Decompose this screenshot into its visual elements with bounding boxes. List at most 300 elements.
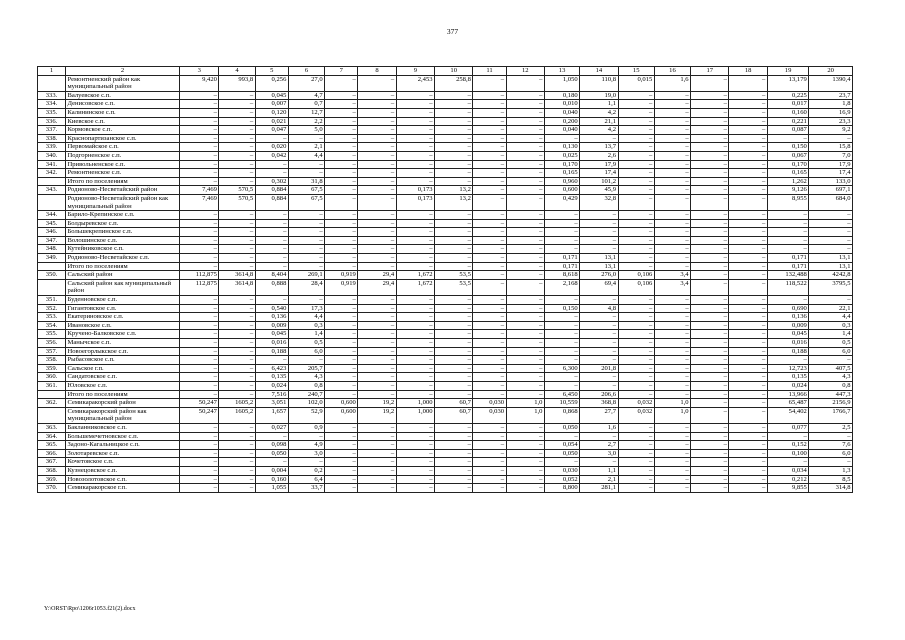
value-cell: – [358,169,396,178]
value-cell: – [506,441,544,450]
value-cell: – [729,423,767,432]
table-header-row [38,67,853,76]
row-number-cell: 350. [38,271,66,280]
table-row [38,407,853,423]
value-cell: – [473,364,506,373]
value-cell: – [506,236,544,245]
value-cell: – [544,211,579,220]
territory-name-cell: Валуевское с.п. [65,91,179,100]
value-cell: – [358,304,396,313]
value-cell: 0,136 [255,313,288,322]
row-number-cell: 342. [38,169,66,178]
value-cell: 0,087 [767,126,808,135]
value-cell: – [618,449,654,458]
value-cell: – [809,458,853,467]
value-cell: 7,516 [255,390,288,399]
value-cell: – [506,151,544,160]
table-row [38,169,853,178]
value-cell: 3,051 [255,399,288,408]
value-cell: – [691,441,729,450]
value-cell: – [396,219,434,228]
value-cell: – [396,211,434,220]
value-cell: – [325,330,358,339]
value-cell: – [729,117,767,126]
value-cell: 6,4 [288,475,324,484]
value-cell: 1,0 [506,399,544,408]
value-cell: – [396,441,434,450]
value-cell: – [358,347,396,356]
value-cell: – [544,432,579,441]
value-cell: 0,600 [325,399,358,408]
value-cell: – [691,399,729,408]
value-cell: – [506,279,544,295]
value-cell: 17,4 [580,169,618,178]
value-cell: – [288,262,324,271]
column-number-header: 8 [358,67,396,76]
table-row [38,356,853,365]
value-cell: – [219,449,255,458]
row-number-cell: 365. [38,441,66,450]
value-cell: 1,672 [396,271,434,280]
value-cell: – [506,381,544,390]
table-row [38,339,853,348]
territory-name-cell: Болдыревское с.п. [65,219,179,228]
value-cell: 7,0 [809,151,853,160]
value-cell: – [691,219,729,228]
column-number-header: 11 [473,67,506,76]
value-cell: – [325,219,358,228]
value-cell: – [654,484,690,493]
column-number-header: 18 [729,67,767,76]
value-cell: – [729,126,767,135]
value-cell: – [729,262,767,271]
value-cell: – [691,117,729,126]
value-cell: – [358,219,396,228]
row-number-cell: 345. [38,219,66,228]
value-cell: 570,5 [219,186,255,195]
value-cell: 1390,4 [809,75,853,91]
value-cell: – [729,186,767,195]
value-cell: 4,8 [580,304,618,313]
value-cell: – [809,236,853,245]
value-cell: – [809,245,853,254]
table-row [38,466,853,475]
value-cell: 60,7 [435,399,473,408]
value-cell: 0,171 [544,262,579,271]
value-cell: – [654,441,690,450]
column-number-header: 1 [38,67,66,76]
table-row [38,186,853,195]
value-cell: – [435,100,473,109]
value-cell: – [544,381,579,390]
column-number-header: 10 [435,67,473,76]
value-cell: – [618,262,654,271]
territory-name-cell: Денисовское с.п. [65,100,179,109]
value-cell: – [219,304,255,313]
value-cell: – [506,91,544,100]
value-cell: – [473,186,506,195]
value-cell: 1,8 [809,100,853,109]
value-cell: – [288,245,324,254]
row-number-cell: 364. [38,432,66,441]
territory-name-cell: Подгорненское с.п. [65,151,179,160]
value-cell: – [180,423,219,432]
value-cell: – [325,75,358,91]
value-cell: – [544,296,579,305]
value-cell: – [618,364,654,373]
value-cell: 2,453 [396,75,434,91]
value-cell: – [180,390,219,399]
value-cell: – [180,347,219,356]
value-cell: 0,024 [255,381,288,390]
value-cell: – [288,219,324,228]
value-cell: 29,4 [358,271,396,280]
value-cell: – [358,177,396,186]
territory-name-cell: Рыбасовское с.п. [65,356,179,365]
value-cell: – [180,262,219,271]
value-cell: 1,4 [809,330,853,339]
value-cell: – [691,271,729,280]
value-cell: – [435,330,473,339]
table-row [38,134,853,143]
value-cell: – [654,458,690,467]
value-cell: – [219,330,255,339]
value-cell: – [255,211,288,220]
value-cell: 17,4 [809,169,853,178]
value-cell: 0,225 [767,91,808,100]
value-cell: – [435,313,473,322]
value-cell: – [180,100,219,109]
value-cell: – [691,390,729,399]
value-cell: – [506,432,544,441]
value-cell: – [435,160,473,169]
value-cell: – [691,211,729,220]
value-cell: – [435,177,473,186]
value-cell: – [396,475,434,484]
value-cell: – [580,321,618,330]
value-cell: – [435,296,473,305]
value-cell: 0,8 [288,381,324,390]
value-cell: – [506,373,544,382]
value-cell: – [219,100,255,109]
value-cell: – [288,169,324,178]
value-cell: – [473,347,506,356]
value-cell: – [729,330,767,339]
value-cell: – [435,228,473,237]
value-cell: – [396,254,434,263]
value-cell: – [358,373,396,382]
value-cell: – [618,304,654,313]
value-cell: 1,000 [396,399,434,408]
value-cell: – [219,177,255,186]
value-cell: 0,221 [767,117,808,126]
value-cell: – [219,143,255,152]
value-cell: – [618,254,654,263]
value-cell: – [396,321,434,330]
territory-name-cell: Ремонтненское с.п. [65,169,179,178]
value-cell: 0,200 [544,117,579,126]
value-cell: – [691,347,729,356]
value-cell: – [435,254,473,263]
value-cell: 0,5 [809,339,853,348]
value-cell: – [618,339,654,348]
value-cell: 0,009 [255,321,288,330]
value-cell: 6,0 [809,449,853,458]
value-cell: – [767,228,808,237]
value-cell: 1,0 [654,399,690,408]
value-cell: – [219,236,255,245]
value-cell: – [435,381,473,390]
value-cell: – [544,236,579,245]
value-cell: – [473,330,506,339]
value-cell: 28,4 [288,279,324,295]
value-cell: – [325,475,358,484]
value-cell: 19,0 [580,91,618,100]
value-cell: – [473,262,506,271]
value-cell: – [358,228,396,237]
value-cell: – [580,356,618,365]
value-cell: 4,7 [288,91,324,100]
value-cell: 60,7 [435,407,473,423]
value-cell: – [654,91,690,100]
value-cell: – [654,390,690,399]
value-cell: – [767,219,808,228]
value-cell: – [255,236,288,245]
value-cell: – [544,134,579,143]
value-cell: 0,171 [767,254,808,263]
table-row [38,321,853,330]
value-cell: – [180,381,219,390]
value-cell: – [654,339,690,348]
value-cell: – [729,194,767,210]
value-cell: – [654,186,690,195]
value-cell: – [473,458,506,467]
territory-name-cell: Итого по поселениям [65,177,179,186]
value-cell: – [358,211,396,220]
territory-name-cell: Новоегорлыкское с.п. [65,347,179,356]
value-cell: – [691,169,729,178]
value-cell: – [654,254,690,263]
table-row [38,271,853,280]
value-cell: – [255,245,288,254]
value-cell: 29,4 [358,279,396,295]
value-cell: – [396,126,434,135]
value-cell: – [358,126,396,135]
value-cell: – [654,347,690,356]
value-cell: – [580,228,618,237]
value-cell: – [506,169,544,178]
row-number-cell [38,177,66,186]
value-cell: 0,054 [544,441,579,450]
value-cell: – [396,458,434,467]
value-cell: – [180,177,219,186]
value-cell: – [325,373,358,382]
value-cell: 0,010 [544,100,579,109]
value-cell: – [729,466,767,475]
value-cell: – [473,117,506,126]
value-cell: – [325,304,358,313]
value-cell: 1605,2 [219,399,255,408]
value-cell: 69,4 [580,279,618,295]
table-row [38,423,853,432]
value-cell: – [255,134,288,143]
territory-name-cell: Екатериновское с.п. [65,313,179,322]
value-cell: – [358,364,396,373]
value-cell: 201,8 [580,364,618,373]
value-cell: – [580,458,618,467]
value-cell: 67,5 [288,194,324,210]
value-cell: – [691,313,729,322]
value-cell: – [288,211,324,220]
value-cell: – [435,219,473,228]
value-cell: – [506,364,544,373]
value-cell: 0,3 [809,321,853,330]
value-cell: 45,9 [580,186,618,195]
value-cell: – [544,347,579,356]
value-cell: 0,170 [767,160,808,169]
value-cell: – [180,228,219,237]
value-cell: – [358,108,396,117]
value-cell: – [219,211,255,220]
territory-name-cell: Ремонтненский район как муниципальный район [65,75,179,91]
value-cell: – [618,373,654,382]
value-cell: 447,3 [809,390,853,399]
value-cell: – [255,296,288,305]
value-cell: – [325,126,358,135]
row-number-cell: 341. [38,160,66,169]
value-cell: – [180,169,219,178]
value-cell: 0,025 [544,151,579,160]
value-cell: – [618,245,654,254]
value-cell: 2156,9 [809,399,853,408]
value-cell: – [729,236,767,245]
value-cell: – [544,373,579,382]
value-cell: 101,2 [580,177,618,186]
value-cell: 276,0 [580,271,618,280]
value-cell: – [180,458,219,467]
table-row [38,279,853,295]
value-cell: – [654,126,690,135]
value-cell: 0,884 [255,186,288,195]
territory-name-cell: Сальский район как муниципальный район [65,279,179,295]
value-cell: – [358,75,396,91]
value-cell: – [435,432,473,441]
value-cell: – [219,475,255,484]
value-cell: 281,1 [580,484,618,493]
value-cell: – [358,475,396,484]
value-cell: – [473,228,506,237]
territory-name-cell: Кочетовское с.п. [65,458,179,467]
value-cell: 0,067 [767,151,808,160]
value-cell: 15,8 [809,143,853,152]
value-cell: – [506,177,544,186]
row-number-cell [38,407,66,423]
value-cell: – [396,160,434,169]
value-cell: – [180,245,219,254]
value-cell: – [473,475,506,484]
table-row [38,373,853,382]
value-cell: – [506,304,544,313]
value-cell: – [506,117,544,126]
row-number-cell [38,262,66,271]
value-cell: – [691,151,729,160]
row-number-cell: 340. [38,151,66,160]
value-cell: 0,050 [255,449,288,458]
value-cell: 0,888 [255,279,288,295]
value-cell: – [729,108,767,117]
territory-name-cell: Бакланниковское с.п. [65,423,179,432]
value-cell: 240,7 [288,390,324,399]
value-cell: 0,3 [288,321,324,330]
table-row [38,143,853,152]
value-cell: 0,135 [255,373,288,382]
value-cell: – [219,219,255,228]
territory-name-cell: Итого по поселениям [65,262,179,271]
value-cell: – [691,194,729,210]
value-cell: – [691,279,729,295]
value-cell: – [618,330,654,339]
value-cell: – [288,254,324,263]
value-cell: – [654,321,690,330]
column-number-header: 12 [506,67,544,76]
value-cell: 0,120 [255,108,288,117]
value-cell: 0,212 [767,475,808,484]
value-cell: – [325,381,358,390]
value-cell: 1,4 [288,330,324,339]
table-row [38,91,853,100]
value-cell: 132,488 [767,271,808,280]
value-cell: – [473,339,506,348]
value-cell: 0,030 [473,399,506,408]
value-cell: 993,8 [219,75,255,91]
value-cell: – [729,381,767,390]
value-cell: 0,173 [396,194,434,210]
value-cell: – [473,219,506,228]
value-cell: – [435,347,473,356]
value-cell: – [691,364,729,373]
table-row [38,194,853,210]
value-cell: – [691,381,729,390]
territory-name-cell: Кормовское с.п. [65,126,179,135]
value-cell: 0,188 [255,347,288,356]
value-cell: – [729,254,767,263]
value-cell: – [654,475,690,484]
value-cell: – [358,313,396,322]
value-cell: – [729,91,767,100]
value-cell: 65,487 [767,399,808,408]
value-cell: – [506,211,544,220]
value-cell: – [618,356,654,365]
value-cell: – [691,484,729,493]
territory-name-cell: Семикаракорский район как муниципальный район [65,407,179,423]
column-number-header: 13 [544,67,579,76]
value-cell: 0,004 [255,466,288,475]
value-cell: – [729,304,767,313]
value-cell: 31,8 [288,177,324,186]
value-cell: – [618,381,654,390]
value-cell: – [396,100,434,109]
value-cell: – [691,423,729,432]
value-cell: – [580,296,618,305]
value-cell: 27,0 [288,75,324,91]
value-cell: 0,136 [767,313,808,322]
value-cell: 22,1 [809,304,853,313]
value-cell: 4,2 [580,126,618,135]
value-cell: 0,020 [255,143,288,152]
value-cell: – [358,484,396,493]
value-cell: 4,4 [288,313,324,322]
value-cell: 0,600 [325,407,358,423]
